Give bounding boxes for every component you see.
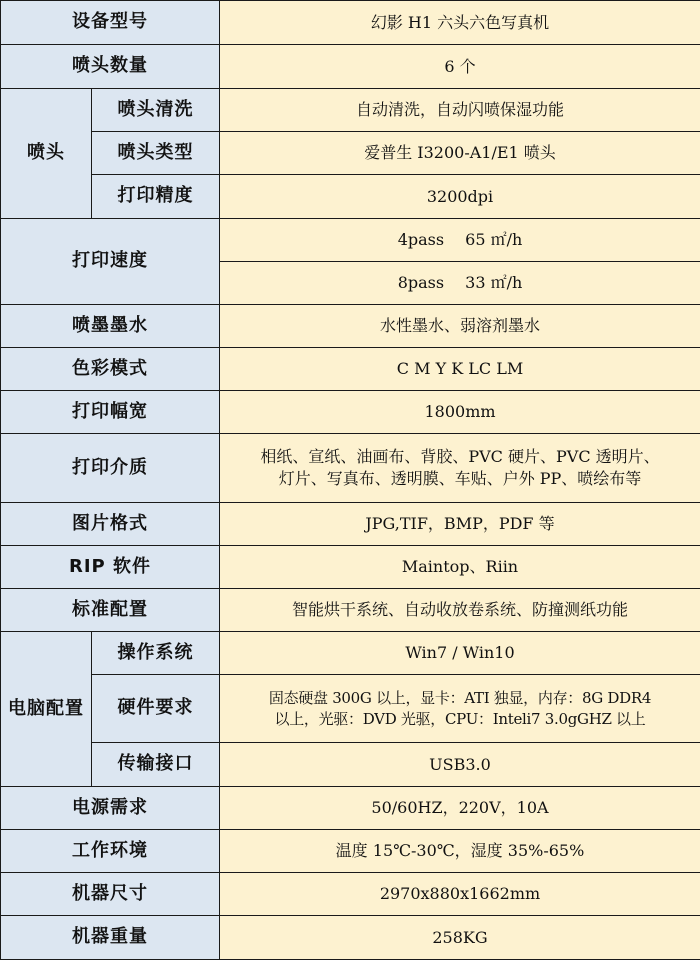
label-ink: 喷墨墨水	[1, 305, 220, 348]
row-head-type	[1, 132, 700, 175]
row-os	[1, 632, 700, 675]
value-image-format: JPG,TIF，BMP，PDF 等	[220, 503, 700, 546]
value-size: 2970x880x1662mm	[220, 873, 700, 916]
row-color-mode	[1, 348, 700, 391]
label-head-group: 喷头	[1, 89, 92, 219]
value-rip: Maintop、Riin	[220, 546, 700, 589]
label-hardware: 硬件要求	[92, 675, 220, 743]
label-image-format: 图片格式	[1, 503, 220, 546]
row-standard-config	[1, 589, 700, 632]
label-power: 电源需求	[1, 787, 220, 830]
row-interface	[1, 743, 700, 787]
hardware-line-1: 固态硬盘 300G 以上，显卡：ATI 独显，内存：8G DDR4	[222, 688, 698, 708]
value-speed-8pass: 8pass 33 ㎡/h	[220, 262, 700, 305]
label-print-width: 打印幅宽	[1, 391, 220, 434]
label-computer-group: 电脑配置	[1, 632, 92, 787]
row-image-format	[1, 503, 700, 546]
value-model: 幻影 H1 六头六色写真机	[220, 1, 700, 45]
label-weight: 机器重量	[1, 916, 220, 960]
value-precision: 3200dpi	[220, 175, 700, 219]
label-os: 操作系统	[92, 632, 220, 675]
label-size: 机器尺寸	[1, 873, 220, 916]
row-print-width	[1, 391, 700, 434]
value-power: 50/60HZ，220V，10A	[220, 787, 700, 830]
label-color-mode: 色彩模式	[1, 348, 220, 391]
row-media	[1, 434, 700, 503]
value-interface: USB3.0	[220, 743, 700, 787]
value-head-cleaning: 自动清洗，自动闪喷保湿功能	[220, 89, 700, 132]
row-head-precision	[1, 175, 700, 219]
label-rip: RIP 软件	[1, 546, 220, 589]
row-environment	[1, 830, 700, 873]
row-hardware	[1, 675, 700, 743]
row-speed-4pass	[1, 219, 700, 262]
label-model: 设备型号	[1, 1, 220, 45]
value-ink: 水性墨水、弱溶剂墨水	[220, 305, 700, 348]
value-media	[220, 434, 700, 503]
media-line-1: 相纸、宣纸、油画布、背胶、PVC 硬片、PVC 透明片、	[224, 446, 696, 468]
value-color-mode: C M Y K LC LM	[220, 348, 700, 391]
label-media: 打印介质	[1, 434, 220, 503]
media-line-2: 灯片、写真布、透明膜、车贴、户外 PP、喷绘布等	[224, 468, 696, 490]
row-head-cleaning	[1, 89, 700, 132]
row-power	[1, 787, 700, 830]
value-hardware	[220, 675, 700, 743]
value-environment: 温度 15℃-30℃，湿度 35%-65%	[220, 830, 700, 873]
row-model	[1, 1, 700, 45]
label-head-type: 喷头类型	[92, 132, 220, 175]
hardware-line-2: 以上，光驱：DVD 光驱，CPU：Inteli7 3.0gGHZ 以上	[222, 709, 698, 729]
label-precision: 打印精度	[92, 175, 220, 219]
label-interface: 传输接口	[92, 743, 220, 787]
label-standard-config: 标准配置	[1, 589, 220, 632]
value-weight: 258KG	[220, 916, 700, 960]
label-head-cleaning: 喷头清洗	[92, 89, 220, 132]
label-environment: 工作环境	[1, 830, 220, 873]
value-speed-4pass: 4pass 65 ㎡/h	[220, 219, 700, 262]
value-head-type: 爱普生 I3200-A1/E1 喷头	[220, 132, 700, 175]
value-os: Win7 / Win10	[220, 632, 700, 675]
value-standard-config: 智能烘干系统、自动收放卷系统、防撞测纸功能	[220, 589, 700, 632]
row-head-count	[1, 45, 700, 89]
row-size	[1, 873, 700, 916]
value-head-count: 6 个	[220, 45, 700, 89]
value-print-width: 1800mm	[220, 391, 700, 434]
row-ink	[1, 305, 700, 348]
label-head-count: 喷头数量	[1, 45, 220, 89]
label-speed: 打印速度	[1, 219, 220, 305]
row-rip	[1, 546, 700, 589]
row-weight	[1, 916, 700, 960]
